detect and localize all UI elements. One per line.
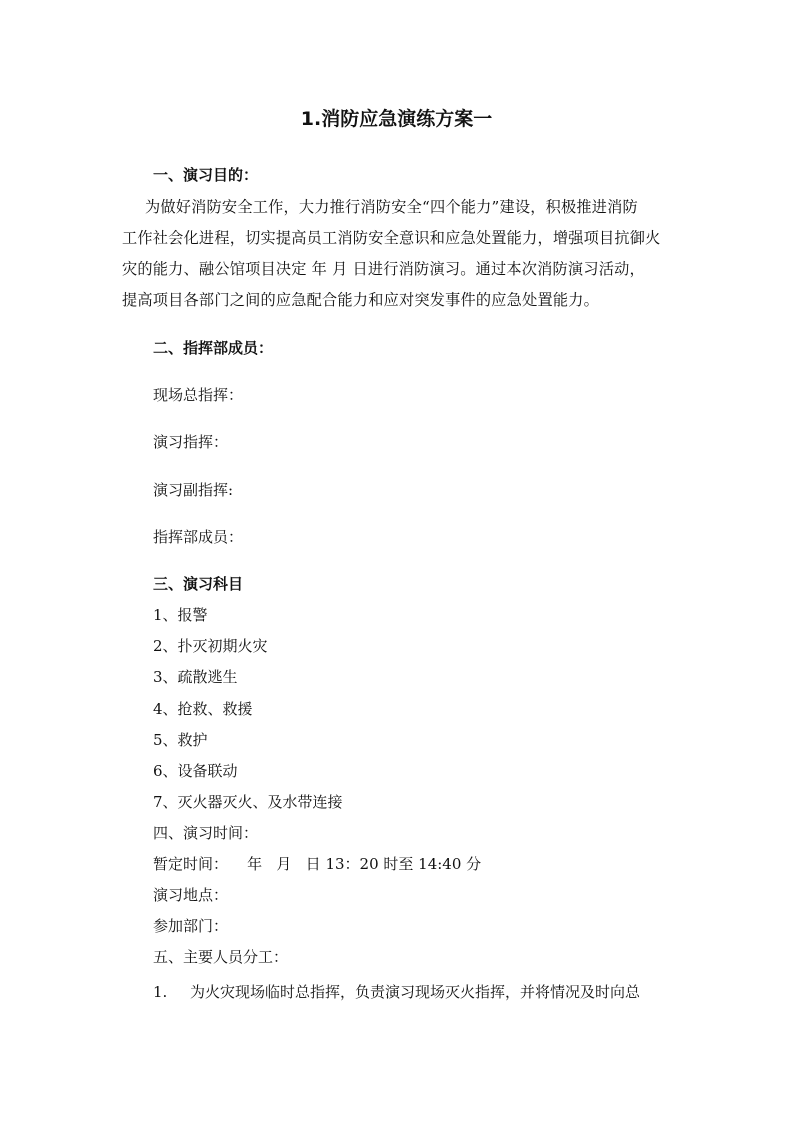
subject-item: 2、扑灭初期火灾 [153,637,268,655]
drill-place: 演习地点： [153,886,229,904]
drill-departments: 参加部门： [153,917,229,935]
subject-item: 7、灭火器灭火、及水带连接 [153,793,343,811]
purpose-line-4: 提高项目各部门之间的应急配合能力和应对突发事件的应急处置能力。 [122,291,600,309]
command-item-chief: 现场总指挥： [153,386,244,404]
purpose-line-2: 工作社会化进程，切实提高员工消防安全意识和应急处置能力，增强项目抗御火 [122,229,661,247]
section-heading-time: 四、演习时间： [153,824,259,842]
section-heading-subjects: 三、演习科目 [153,575,244,593]
section-heading-command: 二、指挥部成员： [153,339,274,357]
purpose-line-3: 灾的能力、融公馆项目决定 年 月 日进行消防演习。通过本次消防演习活动， [122,260,645,278]
role-item-text: 为火灾现场临时总指挥，负责演习现场灭火指挥，并将情况及时向总 [190,983,641,1001]
drill-time: 暂定时间： 年 月 日 13：20 时至 14:40 分 [153,855,482,873]
subject-item: 1、报警 [153,606,208,624]
subject-item: 4、抢救、救援 [153,700,253,718]
purpose-paragraph [122,192,682,316]
role-item-number: 1. [153,983,168,1001]
purpose-line-1: 为做好消防安全工作，大力推行消防安全“四个能力”建设，积极推进消防 [145,198,638,216]
subject-item: 3、疏散逃生 [153,668,238,686]
page-title: 1.消防应急演练方案一 [300,108,493,130]
section-heading-roles: 五、主要人员分工： [153,948,289,966]
command-item-deputy: 演习副指挥: [153,481,234,499]
subject-item: 5、救护 [153,731,208,749]
command-item-members: 指挥部成员： [153,528,244,546]
command-item-director: 演习指挥： [153,433,229,451]
section-heading-purpose: 一、演习目的： [153,166,259,184]
subject-item: 6、设备联动 [153,762,238,780]
